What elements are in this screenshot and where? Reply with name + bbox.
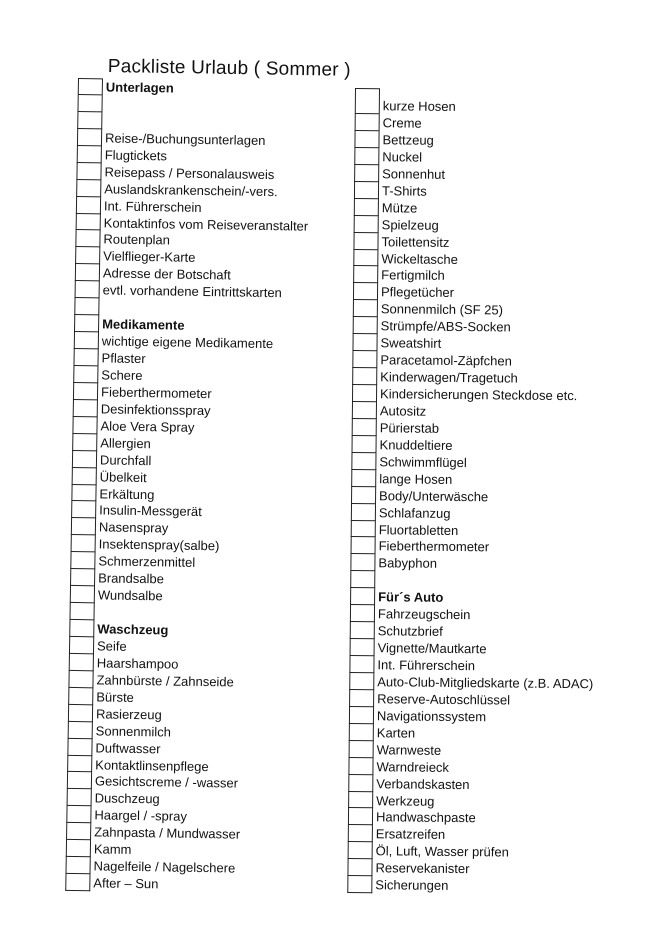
checklist-item-label: Aloe Vera Spray bbox=[100, 418, 195, 435]
checkbox-gesichtscreme-wasser[interactable] bbox=[67, 772, 92, 789]
checklist-item-label: Mütze bbox=[381, 199, 418, 216]
checklist-item-label: Sonnenmilch bbox=[95, 722, 172, 740]
checklist-item-label: Fahrzeugschein bbox=[377, 606, 471, 623]
checklist-item-label: Erkältung bbox=[99, 485, 155, 502]
checkbox-blank-13[interactable] bbox=[74, 298, 99, 315]
checklist-item-label: Insulin-Messgerät bbox=[99, 502, 202, 520]
checkbox-haargel-spray[interactable] bbox=[66, 806, 91, 823]
checkbox-muetze[interactable] bbox=[354, 199, 379, 216]
checklist-item-label: Creme bbox=[382, 115, 422, 131]
checkbox-puerierstab[interactable] bbox=[352, 419, 377, 436]
checklist-item-label: Nagelfeile / Nagelschere bbox=[93, 858, 236, 876]
checkbox-blank-31[interactable] bbox=[69, 603, 94, 620]
checklist-item-label: lange Hosen bbox=[379, 470, 453, 487]
checklist-item-label: Gesichtscreme / -wasser bbox=[94, 773, 239, 792]
checkbox-schwimmfluegel[interactable] bbox=[351, 453, 376, 470]
checklist-item-label: Fieberthermometer bbox=[378, 538, 490, 555]
checklist-item-label: Schmerzenmittel bbox=[98, 553, 196, 571]
checkbox-werkzeug[interactable] bbox=[348, 791, 373, 808]
checklist-item-label: Durchfall bbox=[99, 452, 152, 468]
checklist-item-label: Brandsalbe bbox=[98, 570, 165, 587]
checkbox-rasierzeug[interactable] bbox=[68, 705, 93, 722]
checklist-item-label: Fluortabletten bbox=[378, 521, 459, 538]
checklist-item-label: Sicherungen bbox=[375, 877, 449, 894]
checkbox-kurze-hosen[interactable] bbox=[355, 88, 380, 114]
section-heading: Waschzeug bbox=[97, 621, 169, 638]
checklist-item-label: Spielzeug bbox=[381, 216, 439, 233]
checklist-item-label: Int. Führerschein bbox=[103, 197, 202, 215]
checklist-item-label: Reisepass / Personalausweis bbox=[104, 164, 275, 182]
checkbox-after-sun[interactable] bbox=[65, 874, 90, 891]
checklist-item-label: Vielflieger-Karte bbox=[103, 248, 196, 266]
checkbox-evtl-vorhandene-eintrittskarten[interactable] bbox=[75, 281, 100, 298]
checkbox-haarshampoo[interactable] bbox=[69, 654, 94, 671]
checklist-item-label: Bürste bbox=[96, 689, 134, 705]
checklist-item-label: Warnweste bbox=[376, 741, 442, 758]
checkbox-paracetamol-zaepfchen[interactable] bbox=[352, 351, 377, 368]
checklist-item-label: Paracetamol-Zäpfchen bbox=[380, 352, 512, 369]
checklist-item-label: Warndreieck bbox=[376, 758, 450, 775]
checkbox-sweatshirt[interactable] bbox=[352, 334, 377, 351]
checkbox-fluortabletten[interactable] bbox=[351, 520, 376, 537]
checklist-item-label: Öl, Luft, Wasser prüfen bbox=[375, 843, 509, 860]
checkbox-sonnenmilch[interactable] bbox=[68, 722, 93, 739]
checkbox-t-shirts[interactable] bbox=[354, 182, 379, 199]
checkbox-babyphon[interactable] bbox=[350, 554, 375, 571]
checkbox-bettzeug[interactable] bbox=[354, 131, 379, 148]
checkbox-blank-28[interactable] bbox=[350, 571, 375, 588]
checkbox-kamm[interactable] bbox=[66, 840, 91, 857]
checkbox-karten[interactable] bbox=[349, 724, 374, 741]
checklist-item-label: Fertigmilch bbox=[381, 267, 445, 284]
checkbox-schlafanzug[interactable] bbox=[351, 504, 376, 521]
checklist-item-label: Werkzeug bbox=[376, 792, 435, 809]
checklist-item-label: Haarshampoo bbox=[96, 655, 179, 672]
checkbox-routenplan[interactable] bbox=[75, 230, 100, 247]
checkbox-struempfe-abs-socken[interactable] bbox=[353, 317, 378, 334]
checklist-item-label: Kontaktlinsenpflege bbox=[95, 756, 209, 774]
checkbox-erkaeltung[interactable] bbox=[71, 484, 96, 501]
checkbox-kinderwagen-tragetuch[interactable] bbox=[352, 368, 377, 385]
checkbox-blank-2[interactable] bbox=[77, 112, 102, 129]
checkbox-wickeltasche[interactable] bbox=[353, 249, 378, 266]
checkbox-auslandskrankenschein-vers[interactable] bbox=[76, 180, 101, 197]
checkbox-brandsalbe[interactable] bbox=[70, 569, 95, 586]
checkbox-zahnbuerste-zahnseide[interactable] bbox=[68, 671, 93, 688]
checklist-item-label: Ersatzreifen bbox=[375, 826, 446, 843]
checkbox-zahnpasta-mundwasser[interactable] bbox=[66, 823, 91, 840]
checkbox-vielflieger-karte[interactable] bbox=[75, 247, 100, 264]
checkbox-body-unterwaesche[interactable] bbox=[351, 487, 376, 504]
checklist-item-label: kurze Hosen bbox=[382, 98, 456, 114]
checklist-item-label: Seife bbox=[96, 638, 127, 654]
checkbox-duftwasser[interactable] bbox=[67, 738, 92, 755]
checkbox-reise-buchungsunterlagen[interactable] bbox=[77, 129, 102, 146]
checkbox-spielzeug[interactable] bbox=[354, 216, 379, 233]
checkbox-wundsalbe[interactable] bbox=[70, 586, 95, 603]
checkbox-uebelkeit[interactable] bbox=[72, 468, 97, 485]
checkbox-vignette-mautkarte[interactable] bbox=[350, 639, 375, 656]
checklist-item-label: Auslandskrankenschein/-vers. bbox=[104, 181, 278, 199]
section-heading: Unterlagen bbox=[105, 79, 174, 96]
checklist-item-label: Int. Führerschein bbox=[377, 657, 476, 674]
checkbox-int-fuehrerschein[interactable] bbox=[349, 656, 374, 673]
checklist-item-label: Schutzbrief bbox=[377, 623, 443, 639]
checkbox-schmerzenmittel[interactable] bbox=[70, 552, 95, 569]
checklist-item-label: Babyphon bbox=[378, 555, 438, 572]
checklist-item-label: Nasenspray bbox=[98, 519, 169, 536]
checkbox-insulin-messgeraet[interactable] bbox=[71, 501, 96, 518]
checkbox-sonnenhut[interactable] bbox=[354, 165, 379, 182]
checklist-item-label: Nuckel bbox=[382, 149, 423, 165]
checklist-item-label: Pürierstab bbox=[379, 420, 440, 436]
checklist-item-label: Kamm bbox=[93, 841, 132, 858]
checklist-item-label: Reserve-Autoschlüssel bbox=[377, 691, 511, 708]
checkbox-reservekanister[interactable] bbox=[347, 859, 372, 876]
checkbox-pflaster[interactable] bbox=[73, 349, 98, 366]
checkbox-autositz[interactable] bbox=[352, 402, 377, 419]
checklist-item-label: Body/Unterwäsche bbox=[379, 487, 489, 504]
checkbox-auto-club-mitgliedskarte-z-b-adac[interactable] bbox=[349, 673, 374, 690]
checkbox-pflegetuecher[interactable] bbox=[353, 283, 378, 300]
checkbox-knuddeltiere[interactable] bbox=[351, 436, 376, 453]
checklist-item-label: Übelkeit bbox=[99, 468, 147, 485]
checklist-item-label: Flugtickets bbox=[104, 147, 168, 164]
checkbox-navigationssystem[interactable] bbox=[349, 707, 374, 724]
checkbox-nuckel[interactable] bbox=[354, 148, 379, 165]
checklist-item-label: Vignette/Mautkarte bbox=[377, 640, 487, 657]
checkbox-flugtickets[interactable] bbox=[77, 146, 102, 163]
checklist-item-label: wichtige eigene Medikamente bbox=[101, 333, 274, 352]
checkbox-oel-luft-wasser-pruefen[interactable] bbox=[348, 842, 373, 859]
checklist-item-label: Duftwasser bbox=[95, 739, 161, 756]
checkbox-desinfektionsspray[interactable] bbox=[73, 400, 98, 417]
checklist-item-label: Insektenspray(salbe) bbox=[98, 536, 220, 554]
checkbox-reisepass-personalausweis[interactable] bbox=[76, 163, 101, 180]
checklist-item-label: Desinfektionsspray bbox=[100, 401, 211, 418]
checklist-item-label: Adresse der Botschaft bbox=[102, 265, 231, 283]
checkbox-medikamente[interactable] bbox=[74, 315, 99, 332]
checklist-item-label: Kindersicherungen Steckdose etc. bbox=[379, 386, 578, 404]
checklist-item-label: Reservekanister bbox=[375, 860, 470, 877]
checkbox-durchfall[interactable] bbox=[72, 451, 97, 468]
checkbox-allergien[interactable] bbox=[72, 434, 97, 451]
checklist-item-label: Zahnpasta / Mundwasser bbox=[94, 824, 241, 842]
checklist-item-label: Duschzeug bbox=[94, 790, 160, 807]
checkbox-lange-hosen[interactable] bbox=[351, 470, 376, 487]
checkbox-fieberthermometer[interactable] bbox=[351, 537, 376, 554]
checkbox-fieberthermometer[interactable] bbox=[73, 383, 98, 400]
checkbox-creme[interactable] bbox=[355, 114, 380, 131]
right-checklist-column bbox=[347, 88, 594, 894]
checklist-item-label: Fieberthermometer bbox=[100, 384, 212, 402]
left-checklist-column bbox=[65, 78, 309, 892]
checklist-item-label: Knuddeltiere bbox=[379, 437, 453, 453]
checkbox-ersatzreifen[interactable] bbox=[348, 825, 373, 842]
checklist-item-label: Handwaschpaste bbox=[375, 809, 476, 826]
checklist-item-label: Kinderwagen/Tragetuch bbox=[380, 369, 518, 386]
checklist-item-label: Sonnenhut bbox=[382, 166, 446, 182]
checkbox-verbandskasten[interactable] bbox=[348, 775, 373, 792]
checkbox-unterlagen[interactable] bbox=[78, 78, 103, 95]
checkbox-schere[interactable] bbox=[73, 366, 98, 383]
checklist-item-label: Sweatshirt bbox=[380, 335, 442, 352]
checklist-item-label: Auto-Club-Mitgliedskarte (z.B. ADAC) bbox=[377, 674, 594, 692]
checkbox-warnweste[interactable] bbox=[349, 741, 374, 758]
checkbox-sonnenmilch-sf-25[interactable] bbox=[353, 300, 378, 317]
checkbox-buerste[interactable] bbox=[68, 688, 93, 705]
checklist-item-label: Strümpfe/ABS-Socken bbox=[380, 318, 511, 335]
checkbox-int-fuehrerschein[interactable] bbox=[76, 197, 101, 214]
checkbox-fertigmilch[interactable] bbox=[353, 266, 378, 283]
section-heading: Medikamente bbox=[102, 316, 185, 333]
checkbox-waschzeug[interactable] bbox=[69, 620, 94, 637]
checklist-item-label: Reise-/Buchungsunterlagen bbox=[104, 130, 266, 148]
checklist-item-label: evtl. vorhandene Eintrittskarten bbox=[102, 282, 282, 301]
checklist-item-label: Bettzeug bbox=[382, 132, 434, 148]
checkbox-kindersicherungen-steckdose-etc[interactable] bbox=[352, 385, 377, 402]
checkbox-toilettensitz[interactable] bbox=[353, 233, 378, 250]
checklist-item-label: Wickeltasche bbox=[381, 250, 459, 267]
checkbox-handwaschpaste[interactable] bbox=[348, 808, 373, 825]
checklist-item-label: Karten bbox=[376, 724, 416, 741]
checkbox-blank-1[interactable] bbox=[77, 95, 102, 112]
checklist-item-label: Schere bbox=[101, 367, 143, 383]
checklist-item-label: Verbandskasten bbox=[376, 775, 470, 792]
checklist-item-label: Toilettensitz bbox=[381, 233, 450, 250]
checklist-item-label: Allergien bbox=[100, 435, 151, 451]
checklist-item-label: Pflaster bbox=[101, 350, 146, 367]
checkbox-nagelfeile-nagelschere[interactable] bbox=[65, 857, 90, 874]
checkbox-reserve-autoschluessel[interactable] bbox=[349, 690, 374, 707]
checkbox-nasenspray[interactable] bbox=[71, 518, 96, 535]
checklist-item-label: After – Sun bbox=[93, 875, 159, 892]
checkbox-seife[interactable] bbox=[69, 637, 94, 654]
checkbox-insektenspray-salbe[interactable] bbox=[71, 535, 96, 552]
checkbox-warndreieck[interactable] bbox=[348, 758, 373, 775]
checklist-item-label: Rasierzeug bbox=[95, 706, 162, 723]
checklist-item-label: Navigationssystem bbox=[376, 708, 487, 725]
checkbox-kontaktlinsenpflege[interactable] bbox=[67, 755, 92, 772]
checklist-item-label: Wundsalbe bbox=[97, 587, 163, 604]
checklist-item-label: Kontaktinfos vom Reiseveranstalter bbox=[103, 214, 309, 234]
checkbox-kontaktinfos-vom-reiseveranstalter[interactable] bbox=[76, 213, 101, 230]
checklist-item-label: Sonnenmilch (SF 25) bbox=[380, 301, 504, 318]
section-heading: Für´s Auto bbox=[378, 589, 444, 606]
checkbox-duschzeug[interactable] bbox=[67, 789, 92, 806]
checklist-item-label: Routenplan bbox=[103, 231, 171, 248]
checklist-item-label: Schlafanzug bbox=[378, 504, 451, 521]
checklist-item-label: Autositz bbox=[379, 403, 427, 419]
checkbox-sicherungen[interactable] bbox=[347, 876, 372, 893]
checkbox-wichtige-eigene-medikamente[interactable] bbox=[74, 332, 99, 349]
checklist-item-label: Zahnbürste / Zahnseide bbox=[96, 672, 234, 690]
checkbox-schutzbrief[interactable] bbox=[350, 622, 375, 639]
checklist-item-label: T-Shirts bbox=[381, 183, 427, 199]
checkbox-fuer-s-auto[interactable] bbox=[350, 588, 375, 605]
checkbox-adresse-der-botschaft[interactable] bbox=[75, 264, 100, 281]
checkbox-fahrzeugschein[interactable] bbox=[350, 605, 375, 622]
checklist-item-label: Pflegetücher bbox=[380, 284, 455, 301]
checklist-item-label: Haargel / -spray bbox=[94, 807, 188, 825]
checklist-item-label: Schwimmflügel bbox=[379, 454, 467, 470]
page-title: Packliste Urlaub ( Sommer ) bbox=[107, 56, 351, 81]
checkbox-aloe-vera-spray[interactable] bbox=[72, 417, 97, 434]
